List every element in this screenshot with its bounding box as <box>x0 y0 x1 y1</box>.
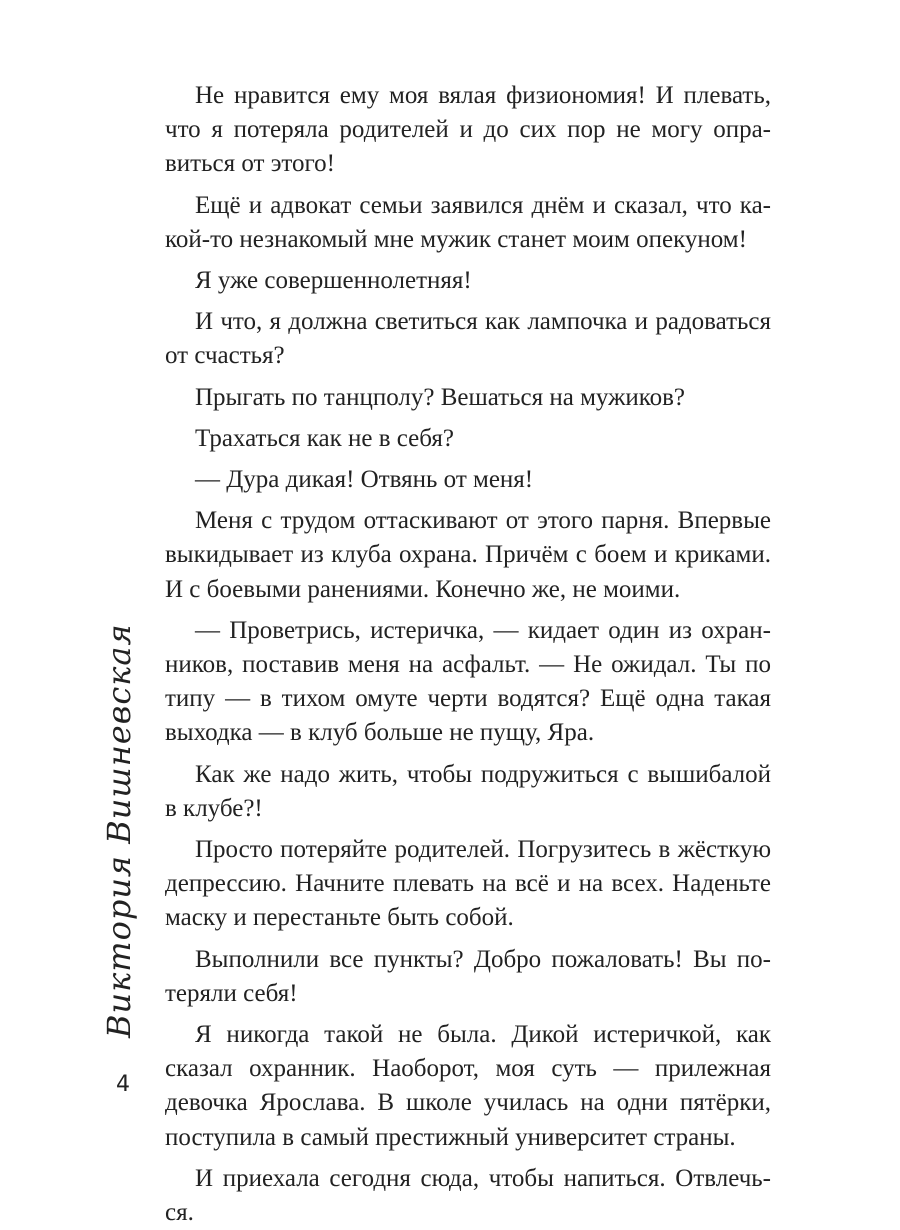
paragraph: Не нравится ему моя вялая физиономия! И плевать, что я потеряла родителей и до сих пор не могу оправиться от этого! <box>165 82 771 178</box>
paragraph: Трахаться как не в себя? <box>195 424 454 452</box>
paragraph: Ещё и адвокат семьи заявился днём и сказал, что какой-то незнакомый мне мужик станет моим опекуном! <box>165 191 771 253</box>
paragraph: Я уже совершеннолетняя! <box>195 267 472 295</box>
paragraph: И приехала сегодня сюда, чтобы напиться. Отвлечься. <box>165 1164 771 1227</box>
paragraph: — Дура дикая! Отвянь от меня! <box>195 466 534 494</box>
paragraph: Просто потеряйте родителей. Погрузитесь в жёсткую депрессию. Начните плевать на всё и на всех. Наденьте маску и перестаньте быть собой. <box>165 836 771 932</box>
body-text <box>165 79 771 1230</box>
paragraph: Я никогда такой не была. Дикой истеричкой, как сказал охранник. Наоборот, моя суть — прилежная девочка Ярослава. В школе училась на одни пятёрки, поступила в самый престижный университет страны. <box>165 1021 771 1151</box>
paragraph: — Проветрись, истеричка, — кидает один из охранников, поставив меня на асфальт. — Не ожидал. Ты по типу — в тихом омуте черти водятся? Ещё одна такая выходка — в клуб больше не пущу, Яра. <box>165 616 771 747</box>
paragraph: Прыгать по танцполу? Вешаться на мужиков? <box>195 383 686 411</box>
paragraph: И что, я должна светиться как лампочка и радоваться от счастья? <box>165 308 771 370</box>
paragraph: Меня с трудом оттаскивают от этого парня. Впервые выкидывает из клуба охрана. Причём с боем и криками. И с боевыми ранениями. Конечно же, не моими. <box>165 507 771 603</box>
page-number: 4 <box>116 1072 130 1097</box>
paragraph: Как же надо жить, чтобы подружиться с вышибалой в клубе?! <box>165 760 771 822</box>
paragraph: Выполнили все пункты? Добро пожаловать! Вы потеряли себя! <box>165 945 771 1007</box>
author-running-head: Виктория Вишневская <box>100 623 138 1038</box>
